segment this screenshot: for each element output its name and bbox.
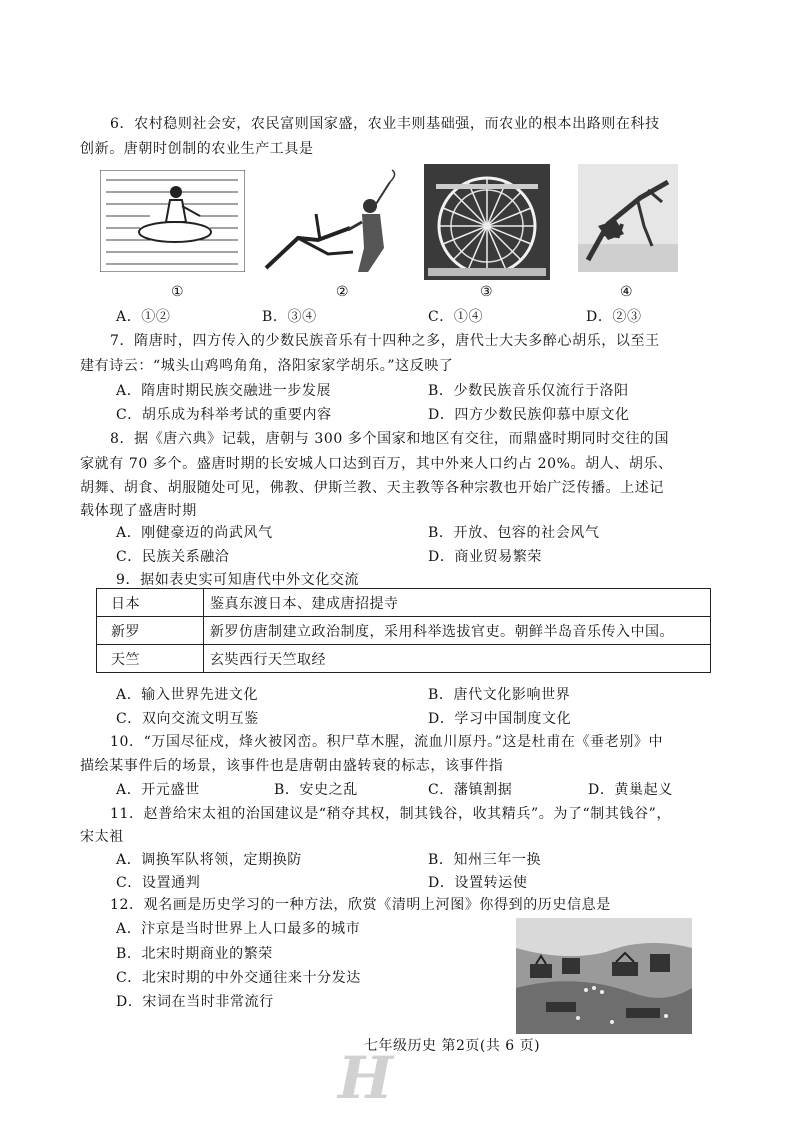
q8-option-a[interactable]: A．刚健豪迈的尚武风气 bbox=[116, 525, 273, 541]
q6-stem-line1: 6．农村稳则社会安，农民富则国家盛，农业丰则基础强，而农业的根本出路则在科技 bbox=[110, 116, 660, 132]
q12-option-d[interactable]: D．宋词在当时非常流行 bbox=[116, 994, 274, 1010]
q7-option-b[interactable]: B．少数民族音乐仅流行于洛阳 bbox=[428, 383, 629, 399]
table-cell-country: 日本 bbox=[97, 589, 204, 617]
q10-stem-line2: 描绘某事件后的场景，该事件也是唐朝由盛转衰的标志，该事件指 bbox=[80, 758, 504, 774]
q11-option-a[interactable]: A．调换军队将领，定期换防 bbox=[116, 852, 302, 868]
q6-option-b[interactable]: B．③④ bbox=[262, 309, 317, 325]
q6-option-c[interactable]: C．①④ bbox=[428, 309, 484, 325]
figure-3-label: ③ bbox=[480, 284, 493, 300]
figure-4-label: ④ bbox=[620, 284, 633, 300]
q7-stem-line1: 7．隋唐时，四方传入的少数民族音乐有十四种之多，唐代士大夫多醉心胡乐，以至王 bbox=[110, 333, 660, 349]
q9-option-a[interactable]: A．输入世界先进文化 bbox=[116, 687, 259, 703]
figure-3-waterwheel-image bbox=[424, 164, 550, 280]
figure-2-plough-image bbox=[258, 168, 408, 276]
q12-stem-line1: 12．观名画是历史学习的一种方法，欣赏《清明上河图》你得到的历史信息是 bbox=[110, 897, 611, 913]
q6-stem-line2: 创新。唐朝时创制的农业生产工具是 bbox=[80, 141, 314, 157]
q10-option-a[interactable]: A．开元盛世 bbox=[116, 782, 200, 798]
q11-stem-line2: 宋太祖 bbox=[80, 829, 124, 845]
q8-option-d[interactable]: D．商业贸易繁荣 bbox=[428, 549, 543, 565]
q11-option-d[interactable]: D．设置转运使 bbox=[428, 875, 528, 891]
table-row bbox=[97, 589, 711, 617]
q8-stem-line4: 载体现了盛唐时期 bbox=[80, 503, 197, 519]
table-cell-country: 新罗 bbox=[97, 617, 204, 645]
q9-option-c[interactable]: C．双向交流文明互鉴 bbox=[116, 711, 259, 727]
table-row bbox=[97, 617, 711, 645]
q8-stem-line2: 家就有 70 多个。盛唐时期的长安城人口达到百万，其中外来人口约占 20%。胡人、胡乐、 bbox=[80, 456, 673, 472]
q12-option-b[interactable]: B．北宋时期商业的繁荣 bbox=[116, 946, 273, 962]
table-cell-event: 新罗仿唐制建立政治制度，采用科举选拔官吏。朝鲜半岛音乐传入中国。 bbox=[204, 617, 711, 645]
table-cell-event: 玄奘西行天竺取经 bbox=[204, 645, 711, 673]
q8-stem-line1: 8．据《唐六典》记载，唐朝与 300 多个国家和地区有交往，而鼎盛时期同时交往的国 bbox=[110, 431, 670, 447]
table-cell-country: 天竺 bbox=[97, 645, 204, 673]
page-watermark-logo: H bbox=[338, 1044, 393, 1112]
q7-option-c[interactable]: C．胡乐成为科举考试的重要内容 bbox=[116, 407, 332, 423]
q10-stem-line1: 10．“万国尽征戍，烽火被冈峦。积尸草木腥，流血川原丹。”这是杜甫在《垂老别》中 bbox=[110, 734, 664, 750]
q8-option-c[interactable]: C．民族关系融洽 bbox=[116, 549, 230, 565]
q9-option-d[interactable]: D．学习中国制度文化 bbox=[428, 711, 572, 727]
q6-option-a[interactable]: A．①② bbox=[116, 309, 171, 325]
figure-4-plough-photo bbox=[578, 164, 678, 272]
q8-option-b[interactable]: B．开放、包容的社会风气 bbox=[428, 525, 600, 541]
q10-option-d[interactable]: D．黄巢起义 bbox=[588, 782, 673, 798]
q10-option-c[interactable]: C．藩镇割据 bbox=[428, 782, 513, 798]
qingming-painting-image bbox=[516, 918, 692, 1034]
q11-stem-line1: 11．赵普给宋太祖的治国建议是“稍夺其权，制其钱谷，收其精兵”。为了“制其钱谷”， bbox=[110, 806, 672, 822]
figure-1-label: ① bbox=[171, 284, 184, 300]
q9-option-b[interactable]: B．唐代文化影响世界 bbox=[428, 687, 571, 703]
figure-2-label: ② bbox=[336, 284, 349, 300]
table-row bbox=[97, 645, 711, 673]
q9-table bbox=[96, 588, 711, 673]
q7-option-d[interactable]: D．四方少数民族仰慕中原文化 bbox=[428, 407, 630, 423]
figure-1-tool-image bbox=[100, 170, 245, 272]
q10-option-b[interactable]: B．安史之乱 bbox=[274, 782, 358, 798]
q7-option-a[interactable]: A．隋唐时期民族交融进一步发展 bbox=[116, 383, 332, 399]
q12-option-a[interactable]: A．汴京是当时世界上人口最多的城市 bbox=[116, 921, 361, 937]
q6-option-d[interactable]: D．②③ bbox=[586, 309, 642, 325]
q8-stem-line3: 胡舞、胡食、胡服随处可见，佛教、伊斯兰教、天主教等各种宗教也开始广泛传播。上述记 bbox=[80, 480, 664, 496]
q11-option-b[interactable]: B．知州三年一换 bbox=[428, 852, 542, 868]
q12-option-c[interactable]: C．北宋时期的中外交通往来十分发达 bbox=[116, 970, 361, 986]
table-cell-event: 鉴真东渡日本、建成唐招提寺 bbox=[204, 589, 711, 617]
q11-option-c[interactable]: C．设置通判 bbox=[116, 875, 201, 891]
page-footer: 七年级历史 第2页(共 6 页) bbox=[364, 1038, 541, 1054]
q7-stem-line2: 建有诗云：“城头山鸡鸣角角，洛阳家家学胡乐。”这反映了 bbox=[80, 358, 454, 374]
q9-stem-line1: 9．据如表史实可知唐代中外文化交流 bbox=[116, 572, 360, 588]
